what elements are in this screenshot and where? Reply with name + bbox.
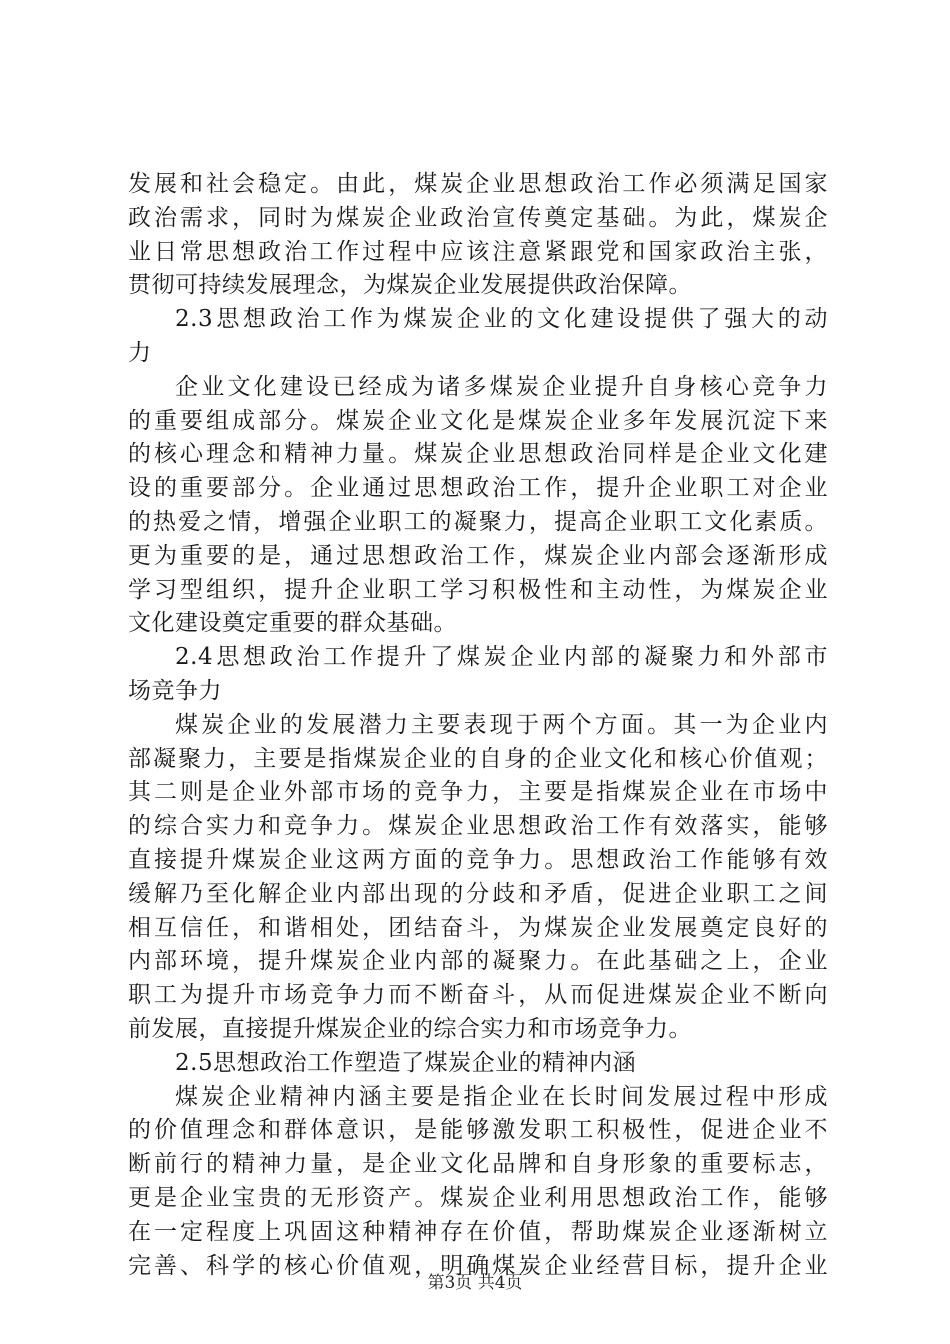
- text-line: 直接提升煤炭企业这两方面的竞争力。思想政治工作能够有效: [128, 846, 828, 873]
- text-line: 煤炭企业精神内涵主要是指企业在长时间发展过程中形成: [175, 1083, 828, 1110]
- text-line: 2.3思想政治工作为煤炭企业的文化建设提供了强大的动: [175, 306, 828, 333]
- text-line: 发展和社会稳定。由此，煤炭企业思想政治工作必须满足国家: [128, 171, 828, 197]
- text-line: 2.4思想政治工作提升了煤炭企业内部的凝聚力和外部市: [175, 644, 828, 671]
- text-line: 2.5思想政治工作塑造了煤炭企业的精神内涵: [175, 1049, 637, 1076]
- text-line: 文化建设奠定重要的群众基础。: [128, 610, 457, 637]
- text-line: 更为重要的是，通过思想政治工作，煤炭企业内部会逐渐形成: [128, 542, 828, 569]
- text-line: 业日常思想政治工作过程中应该注意紧跟党和国家政治主张，: [128, 238, 828, 265]
- text-line: 的热爱之情，增强企业职工的凝聚力，提高企业职工文化素质。: [128, 508, 828, 535]
- page-footer: 第3页 共4页: [427, 1273, 523, 1293]
- text-line: 政治需求，同时为煤炭企业政治宣传奠定基础。为此，煤炭企: [128, 204, 828, 231]
- text-line: 在一定程度上巩固这种精神存在价值，帮助煤炭企业逐渐树立: [128, 1218, 828, 1245]
- text-line: 学习型组织，提升企业职工学习积极性和主动性，为煤炭企业: [128, 576, 828, 603]
- text-line: 场竞争力: [128, 677, 222, 704]
- text-line: 其二则是企业外部市场的竞争力，主要是指煤炭企业在市场中: [128, 779, 828, 806]
- text-line: 断前行的精神力量，是企业文化品牌和自身形象的重要标志，: [128, 1151, 828, 1178]
- text-line: 缓解乃至化解企业内部出现的分歧和矛盾，促进企业职工之间: [128, 880, 828, 907]
- document-body: [128, 168, 828, 1283]
- text-line: 内部环境，提升煤炭企业内部的凝聚力。在此基础之上，企业: [128, 948, 828, 975]
- text-line: 的综合实力和竞争力。煤炭企业思想政治工作有效落实，能够: [128, 813, 828, 840]
- text-line: 企业文化建设已经成为诸多煤炭企业提升自身核心竞争力: [175, 373, 828, 400]
- text-line: 煤炭企业的发展潜力主要表现于两个方面。其一为企业内: [175, 711, 828, 738]
- text-line: 的核心理念和精神力量。煤炭企业思想政治同样是企业文化建: [128, 441, 828, 468]
- text-line: 完善、科学的核心价值观，明确煤炭企业经营目标，提升企业: [128, 1252, 828, 1279]
- text-line: 前发展，直接提升煤炭企业的综合实力和市场竞争力。: [128, 1015, 692, 1042]
- text-line: 相互信任，和谐相处，团结奋斗，为煤炭企业发展奠定良好的: [128, 914, 828, 941]
- text-line: 设的重要部分。企业通过思想政治工作，提升企业职工对企业: [128, 475, 828, 502]
- text-line: 更是企业宝贵的无形资产。煤炭企业利用思想政治工作，能够: [128, 1184, 828, 1211]
- text-line: 力: [128, 339, 152, 366]
- text-line: 的重要组成部分。煤炭企业文化是煤炭企业多年发展沉淀下来: [128, 407, 828, 434]
- text-line: 职工为提升市场竞争力而不断奋斗，从而促进煤炭企业不断向: [128, 982, 828, 1009]
- text-line: 贯彻可持续发展理念，为煤炭企业发展提供政治保障。: [128, 272, 692, 299]
- text-line: 的价值理念和群体意识，是能够激发职工积极性，促进企业不: [128, 1117, 828, 1144]
- text-line: 部凝聚力，主要是指煤炭企业的自身的企业文化和核心价值观；: [128, 745, 828, 772]
